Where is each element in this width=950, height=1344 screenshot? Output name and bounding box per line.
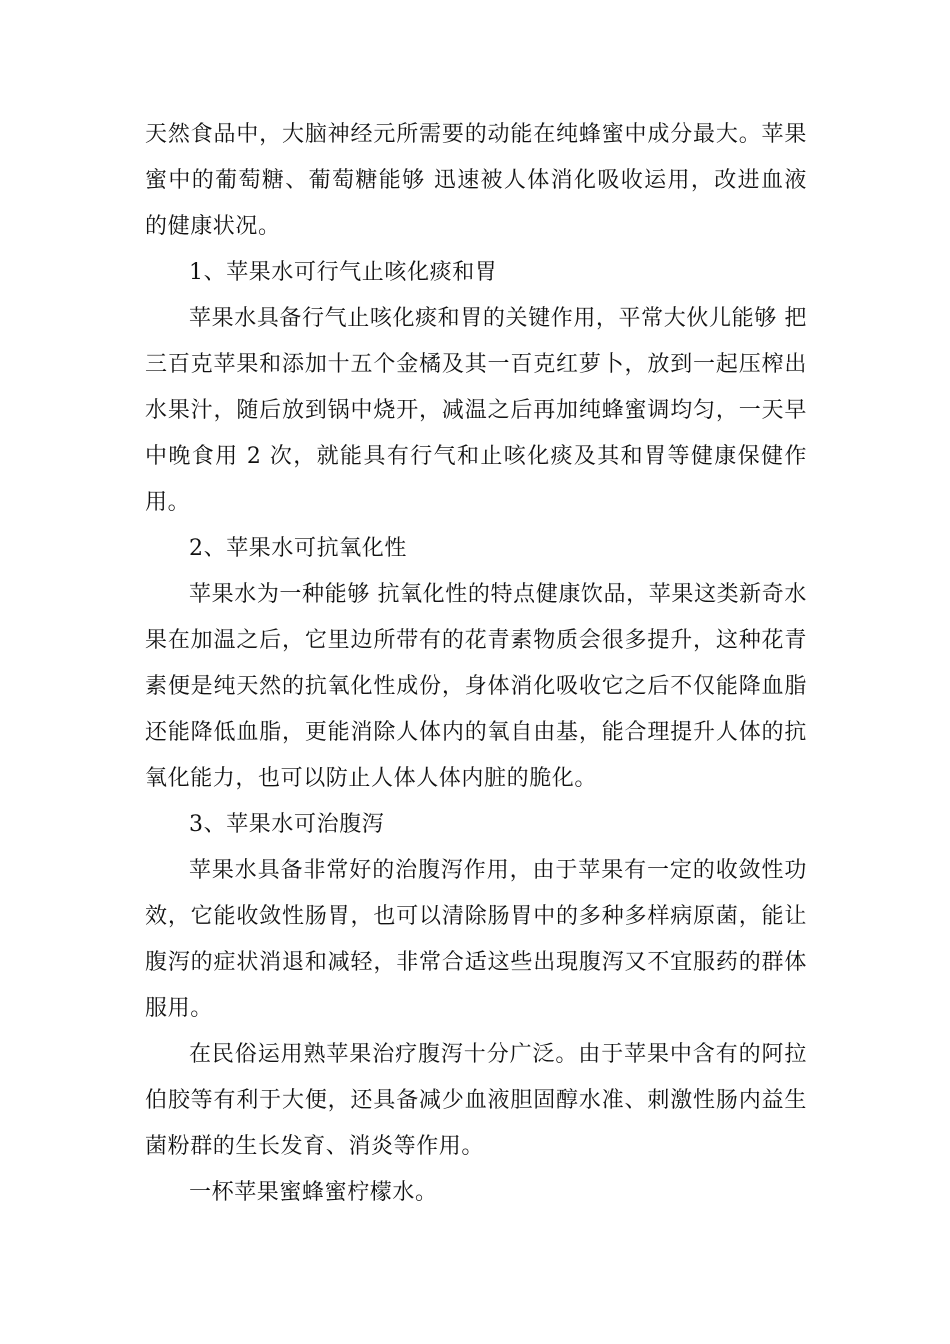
paragraph-section-2: 苹果水为一种能够 抗氧化性的特点健康饮品，苹果这类新奇水果在加温之后，它里边所带有的花青素物质会很多提升，这种花青素便是纯天然的抗氧化性成份，身体消化吸收它之后不仅能降血脂还能降低血脂，更能消除人体内的氧自由基，能合理提升人体的抗氧化能力，也可以防止人体人体内脏的脆化。 [145, 582, 807, 791]
paragraph-intro: 天然食品中，大脑神经元所需要的动能在纯蜂蜜中成分最大。苹果蜜中的葡萄糖、葡萄糖能够 迅速被人体消化吸收运用，改进血液的健康状况。 [145, 122, 807, 239]
section-heading-3: 3、苹果水可治腹泻 [189, 812, 385, 837]
paragraph-folk-use: 在民俗运用熟苹果治疗腹泻十分广泛。由于苹果中含有的阿拉伯胶等有利于大便，还具备减少血液胆固醇水准、刺激性肠内益生菌粉群的生长发育、消炎等作用。 [145, 1042, 807, 1159]
section-heading-2: 2、苹果水可抗氧化性 [189, 536, 407, 561]
document-body [145, 112, 807, 1216]
paragraph-closing: 一杯苹果蜜蜂蜜柠檬水。 [189, 1180, 438, 1205]
section-heading-1: 1、苹果水可行气止咳化痰和胃 [189, 260, 498, 285]
paragraph-section-1: 苹果水具备行气止咳化痰和胃的关键作用，平常大伙儿能够 把三百克苹果和添加十五个金橘及其一百克红萝卜，放到一起压榨出水果汁，随后放到锅中烧开，减温之后再加纯蜂蜜调均匀，一天早中晚食用 2 次，就能具有行气和止咳化痰及其和胃等健康保健作用。 [145, 306, 807, 515]
paragraph-section-3: 苹果水具备非常好的治腹泻作用，由于苹果有一定的收敛性功效，它能收敛性肠胃，也可以清除肠胃中的多种多样病原菌，能让腹泻的症状消退和减轻，非常合适这些出現腹泻又不宜服药的群体服用。 [145, 858, 807, 1021]
